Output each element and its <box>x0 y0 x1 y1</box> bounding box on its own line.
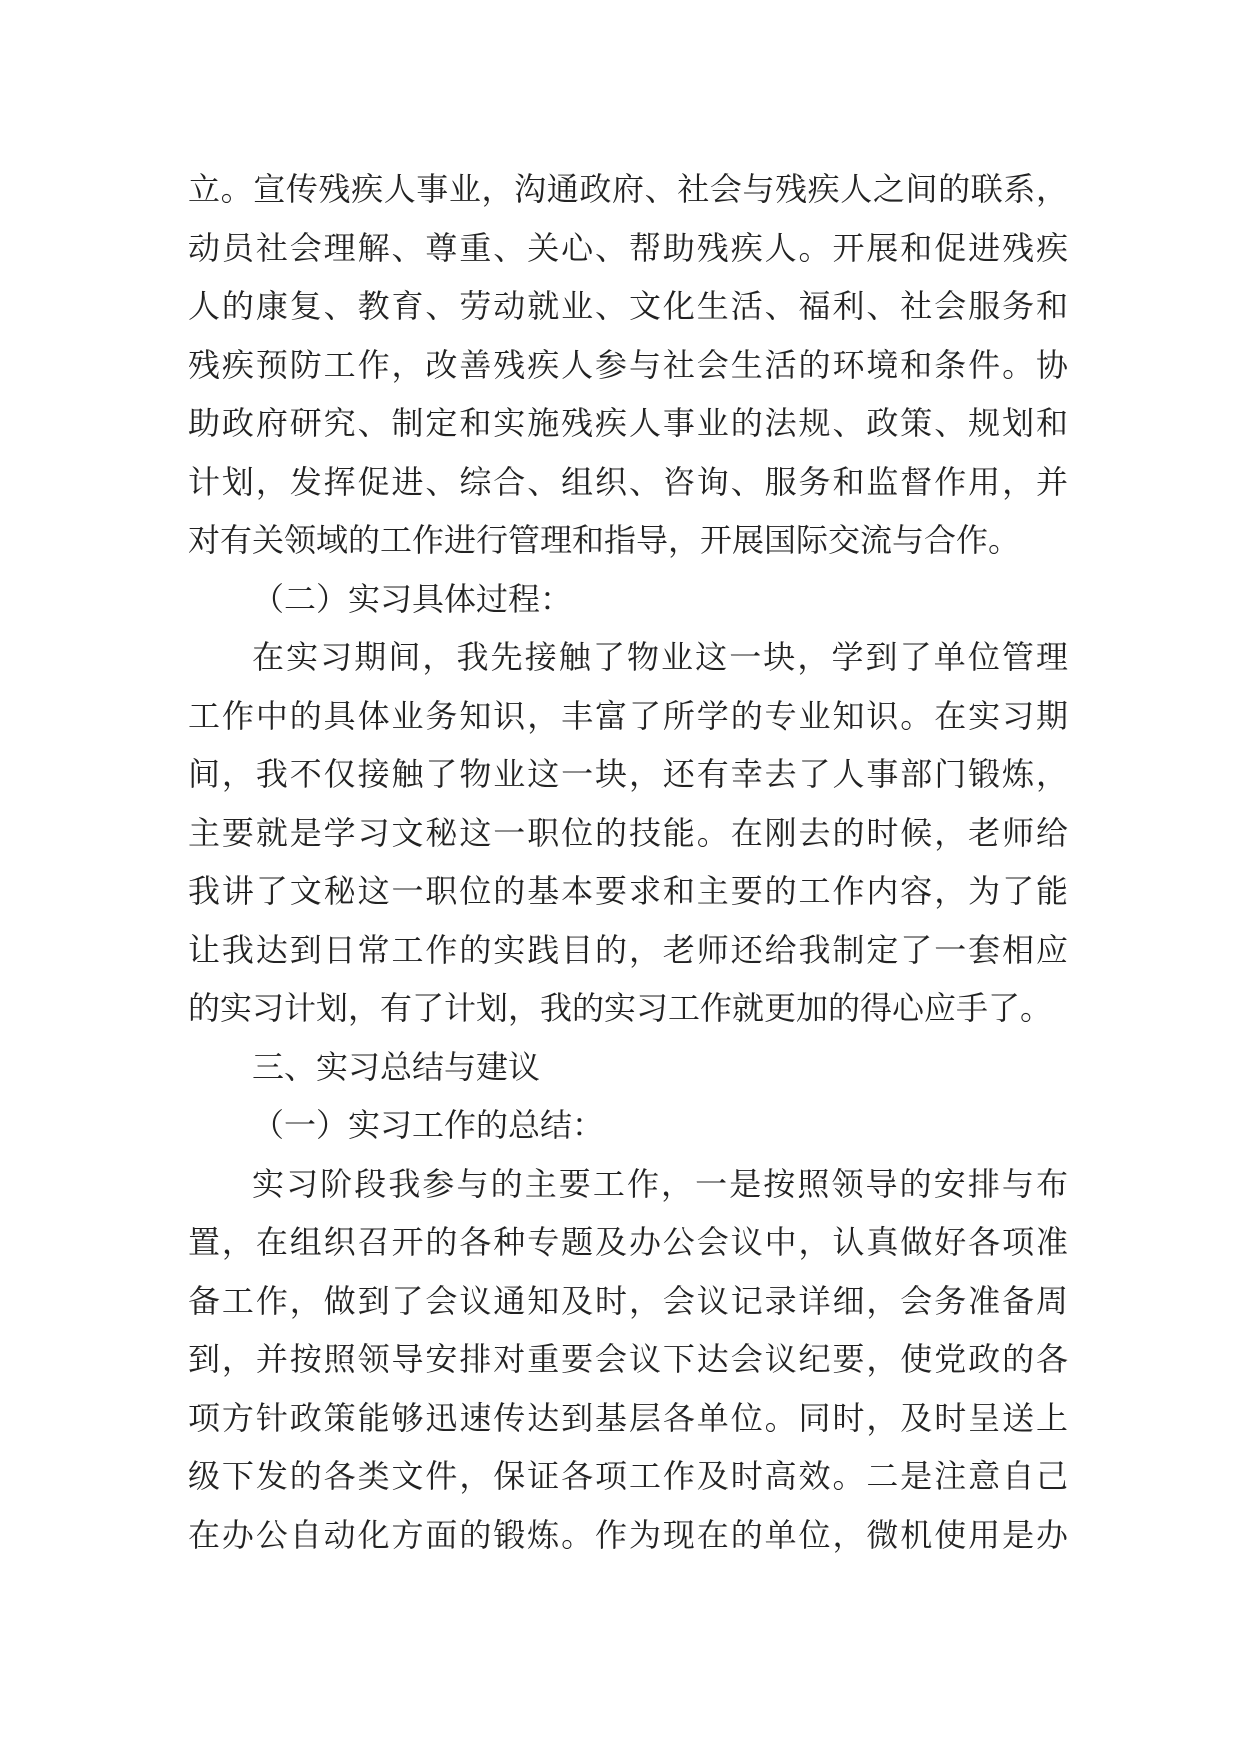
body-line: 置，在组织召开的各种专题及办公会议中，认真做好各项准 <box>188 1223 1068 1261</box>
chapter-heading: 三、实习总结与建议 <box>252 1047 541 1086</box>
body-line: 项方针政策能够迅速传达到基层各单位。同时，及时呈送上 <box>188 1398 1068 1437</box>
body-line: 助政府研究、制定和实施残疾人事业的法规、政策、规划和 <box>188 404 1068 442</box>
body-line: 对有关领域的工作进行管理和指导，开展国际交流与合作。 <box>188 521 1021 559</box>
body-line: 我讲了文秘这一职位的基本要求和主要的工作内容，为了能 <box>188 872 1068 910</box>
body-line: 工作中的具体业务知识，丰富了所学的专业知识。在实习期 <box>188 696 1068 735</box>
document-body <box>188 160 1068 1564</box>
body-line: 人的康复、教育、劳动就业、文化生活、福利、社会服务和 <box>188 287 1068 325</box>
paragraph-first-line: 实习阶段我参与的主要工作，一是按照领导的安排与布 <box>252 1164 1068 1203</box>
body-line: 备工作，做到了会议通知及时，会议记录详细，会务准备周 <box>188 1281 1068 1320</box>
body-line: 动员社会理解、尊重、关心、帮助残疾人。开展和促进残疾 <box>188 228 1068 267</box>
body-line: 间，我不仅接触了物业这一块，还有幸去了人事部门锻炼， <box>188 755 1068 793</box>
body-line: 残疾预防工作，改善残疾人参与社会生活的环境和条件。协 <box>188 345 1068 384</box>
body-line: 在办公自动化方面的锻炼。作为现在的单位，微机使用是办 <box>188 1515 1068 1554</box>
section-heading: （一）实习工作的总结： <box>252 1106 605 1144</box>
section-heading: （二）实习具体过程： <box>252 579 573 618</box>
body-line: 级下发的各类文件，保证各项工作及时高效。二是注意自己 <box>188 1457 1068 1495</box>
paragraph-first-line: 在实习期间，我先接触了物业这一块，学到了单位管理 <box>252 638 1068 676</box>
body-line: 的实习计划，有了计划，我的实习工作就更加的得心应手了。 <box>188 989 1053 1027</box>
body-line: 主要就是学习文秘这一职位的技能。在刚去的时候，老师给 <box>188 813 1068 852</box>
body-line: 立。宣传残疾人事业，沟通政府、社会与残疾人之间的联系， <box>188 170 1068 208</box>
body-line: 到，并按照领导安排对重要会议下达会议纪要，使党政的各 <box>188 1340 1068 1378</box>
body-line: 让我达到日常工作的实践目的，老师还给我制定了一套相应 <box>188 930 1068 969</box>
body-line: 计划，发挥促进、综合、组织、咨询、服务和监督作用，并 <box>188 462 1068 501</box>
